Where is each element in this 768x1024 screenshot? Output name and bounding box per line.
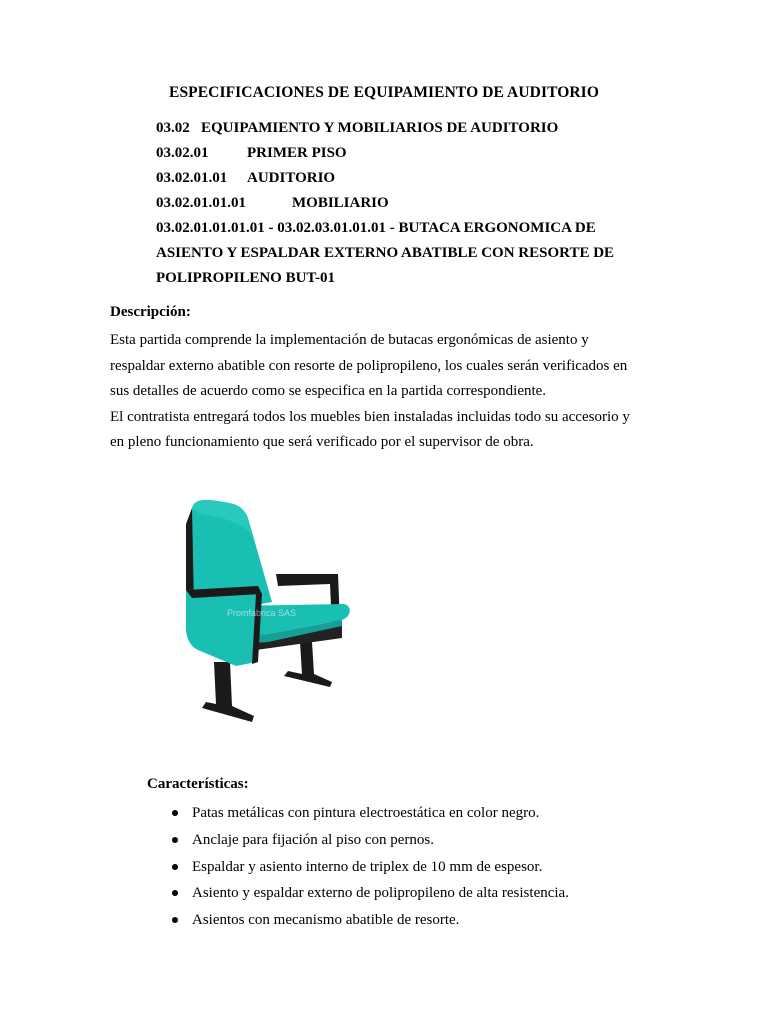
heading-label: PRIMER PISO <box>247 145 347 161</box>
description-body <box>110 328 670 456</box>
heading-row-0302 <box>156 120 559 137</box>
description-line: sus detalles de acuerdo como se especifica en la partida correspondiente. <box>110 383 547 399</box>
heading-row-0302010101 <box>156 195 389 212</box>
list-item-text: Anclaje para fijación al piso con pernos. <box>192 831 434 848</box>
list-item-text: Espaldar y asiento interno de triplex de 10 mm de espesor. <box>192 858 543 875</box>
document-title: ESPECIFICACIONES DE EQUIPAMIENTO DE AUDITORIO <box>169 84 599 101</box>
bullet-icon <box>172 837 178 843</box>
bullet-icon <box>172 810 178 816</box>
list-item <box>168 907 569 934</box>
heading-code: 03.02.01 <box>156 145 209 161</box>
heading-label: EQUIPAMIENTO Y MOBILIARIOS DE AUDITORIO <box>201 120 559 136</box>
heading-code: 03.02.01.01 <box>156 170 228 186</box>
bullet-icon <box>172 864 178 870</box>
heading-label: AUDITORIO <box>247 170 336 186</box>
item-title-line: 03.02.01.01.01.01 - 03.02.03.01.01.01 - BUTACA ERGONOMICA DE <box>156 220 596 236</box>
description-line: Esta partida comprende la implementación de butacas ergonómicas de asiento y <box>110 332 589 348</box>
list-item-text: Asientos con mecanismo abatible de resorte. <box>192 912 460 929</box>
item-title-line: ASIENTO Y ESPALDAR EXTERNO ABATIBLE CON RESORTE DE <box>156 245 615 261</box>
bullet-icon <box>172 917 178 923</box>
heading-row-03020101 <box>156 170 336 187</box>
description-line: respaldar externo abatible con resorte de polipropileno, los cuales serán verificados en <box>110 357 628 374</box>
description-label: Descripción: <box>110 304 191 320</box>
description-line: en pleno funcionamiento que será verificado por el supervisor de obra. <box>110 434 534 450</box>
heading-label: MOBILIARIO <box>292 195 389 211</box>
list-item-text: Asiento y espaldar externo de polipropileno de alta resistencia. <box>192 885 569 902</box>
characteristics-label: Características: <box>147 776 249 792</box>
list-item <box>168 854 569 881</box>
auditorium-chair-image <box>172 494 362 726</box>
heading-code: 03.02.01.01.01 <box>156 195 246 211</box>
item-title-line: POLIPROPILENO BUT-01 <box>156 270 336 286</box>
description-line: El contratista entregará todos los muebles bien instaladas incluidas todo su accesorio y <box>110 408 630 425</box>
characteristics-list <box>168 800 569 934</box>
bullet-icon <box>172 890 178 896</box>
heading-row-030201 <box>156 145 347 162</box>
list-item <box>168 827 569 854</box>
list-item <box>168 800 569 827</box>
list-item-text: Patas metálicas con pintura electroestática en color negro. <box>192 805 540 821</box>
watermark-text: Promfabrica SAS <box>227 608 297 618</box>
item-title <box>156 216 656 291</box>
heading-code: 03.02 <box>156 120 190 136</box>
list-item <box>168 880 569 907</box>
